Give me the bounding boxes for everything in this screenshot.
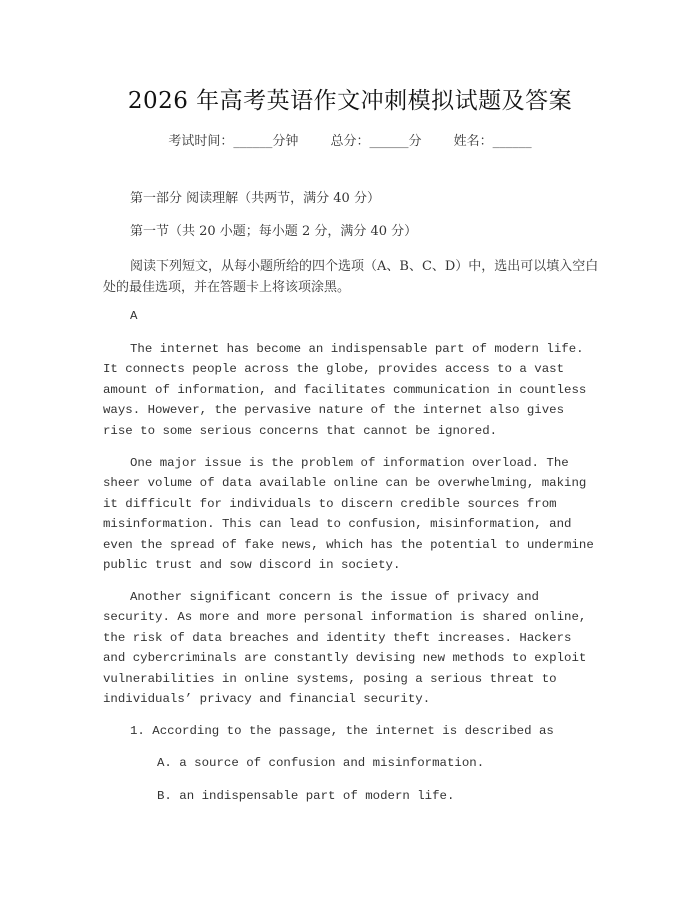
instructions-text: 阅读下列短文，从每小题所给的四个选项（A、B、C、D）中，选出可以填入空白处的最佳选项，并在答题卡上将该项涂黑。	[103, 259, 599, 295]
question-option-a: A. a source of confusion and misinformation.	[157, 756, 485, 770]
section-heading: 第一节（共 20 小题；每小题 2 分，满分 40 分）	[130, 224, 418, 239]
exam-meta	[0, 133, 700, 151]
page-title: 2026 年高考英语作文冲刺模拟试题及答案	[127, 88, 573, 114]
passage-label: A	[130, 309, 138, 323]
total-score-field: 总分：______分	[330, 134, 422, 149]
passage-paragraph-1: The internet has become an indispensable part of modern life. It connects people across the globe, provides access to a vast amount of information, and facilitates communication in countless ways. However, the pervasive nature of the internet also gives rise to some serious concerns that cannot be ignored.	[103, 342, 587, 438]
question-stem: 1. According to the passage, the internet is described as	[130, 724, 554, 738]
part-heading: 第一部分 阅读理解（共两节，满分 40 分）	[130, 191, 380, 206]
student-name-field: 姓名：______	[453, 134, 532, 149]
question-option-b: B. an indispensable part of modern life.	[157, 789, 455, 803]
passage-paragraph-2: One major issue is the problem of information overload. The sheer volume of data available online can be overwhelming, making it difficult for individuals to discern credible sources from misinformation. This can lead to confusion, misinformation, and even the spread of fake news, which has the potential to undermine public trust and sow discord in society.	[103, 456, 594, 573]
passage-paragraph-3: Another significant concern is the issue of privacy and security. As more and more personal information is shared online, the risk of data breaches and identity theft increases. Hackers and cybercriminals are constantly devising new methods to exploit vulnerabilities in online systems, posing a serious threat to individuals’ privacy and financial security.	[103, 590, 587, 707]
exam-time-field: 考试时间：______分钟	[168, 134, 299, 149]
